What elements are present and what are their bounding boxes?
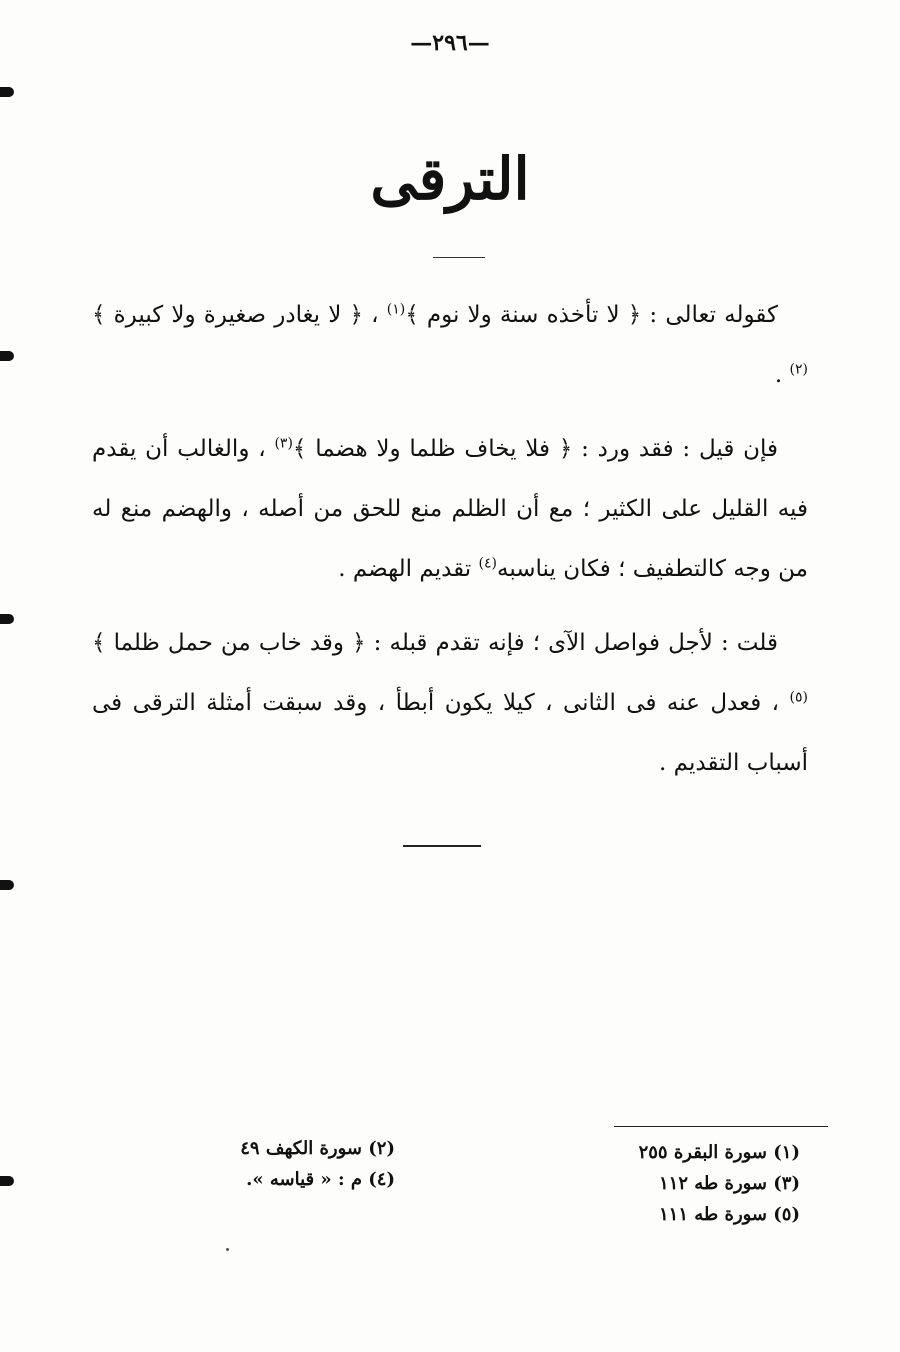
footnote-ref[interactable]: (٥)	[789, 689, 808, 706]
scan-mark	[0, 614, 14, 624]
page-number: —٢٩٦—	[410, 30, 490, 56]
section-end-rule	[403, 845, 481, 847]
title-divider	[433, 257, 485, 258]
paragraph-text: ، ﴿ لا يغادر صغيرة ولا كبيرة ﴾	[92, 302, 387, 328]
footnote-ref[interactable]: (٣)	[274, 435, 293, 452]
paragraph	[92, 419, 808, 599]
paragraph-text: ، والغالب أن يقدم فيه القليل على الكثير ؛ مع أن الظلم منع للحق من أصله ، والهضم منع له من وجه كالتطفيف ؛ فكان يناسبه	[92, 436, 808, 582]
ink-speck	[226, 1248, 229, 1251]
paragraph-text: تقديم الهضم .	[338, 556, 479, 582]
paragraph-text: ، فعدل عنه فى الثانى ، كيلا يكون أبطأ ، وقد سبقت أمثلة الترقى فى أسباب التقديم .	[92, 690, 808, 776]
body-text	[92, 285, 808, 807]
footnotes-right-column	[560, 1137, 800, 1230]
footnote-separator	[614, 1126, 828, 1127]
footnote: (٣) سورة طه ١١٢	[658, 1173, 800, 1194]
paragraph	[92, 613, 808, 793]
footnote: (٥) سورة طه ١١١	[658, 1204, 800, 1225]
footnote-ref[interactable]: (٤)	[478, 555, 497, 572]
paragraph-text: قلت : لأجل فواصل الآى ؛ فإنه تقدم قبله : ﴿ وقد خاب من حمل ظلما ﴾	[92, 630, 778, 656]
paragraph-text: فإن قيل : فقد ورد : ﴿ فلا يخاف ظلما ولا هضما ﴾	[292, 436, 779, 462]
paragraph-text: .	[774, 362, 790, 388]
section-title: الترقى	[370, 145, 530, 213]
footnote-ref[interactable]: (٢)	[789, 361, 808, 378]
footnote: (٢) سورة الكهف ٤٩	[240, 1138, 395, 1159]
footnote-ref[interactable]: (١)	[386, 301, 406, 318]
scan-mark	[0, 880, 14, 890]
footnotes-left-column	[155, 1133, 395, 1195]
scan-mark	[0, 1176, 14, 1186]
footnote: (١) سورة البقرة ٢٥٥	[638, 1142, 800, 1163]
scan-mark	[0, 87, 14, 97]
paragraph	[92, 285, 808, 405]
paragraph-text: كقوله تعالى : ﴿ لا تأخذه سنة ولا نوم ﴾	[405, 302, 778, 328]
scan-mark	[0, 351, 14, 361]
footnote: (٤) م : « قياسه ».	[246, 1169, 395, 1190]
